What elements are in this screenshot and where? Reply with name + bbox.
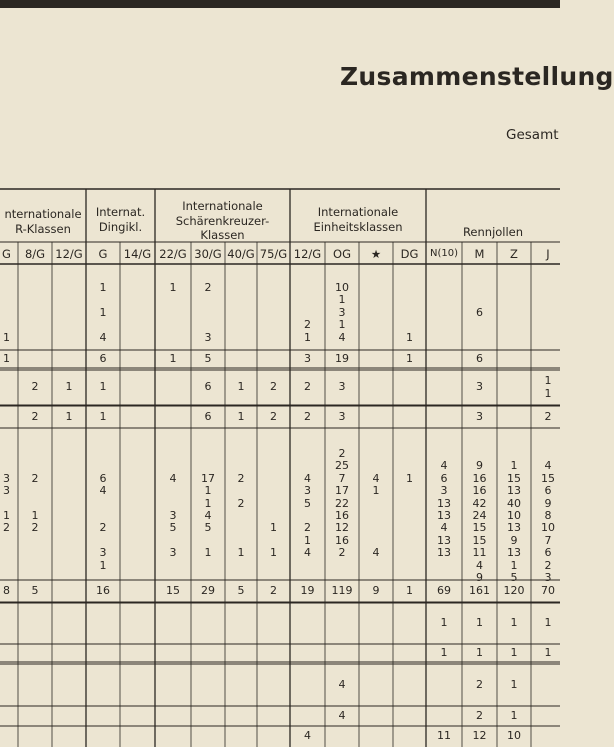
table-cell: 2 2 1 — [237, 471, 245, 560]
total-cell: 1 — [406, 583, 413, 597]
total-cell: 1 — [510, 708, 518, 722]
total-cell: 5 — [31, 583, 39, 597]
column-header: OG — [333, 247, 351, 261]
total-cell: 1 — [440, 645, 448, 659]
total-cell: 120 — [503, 583, 525, 597]
total-cell: 1 — [406, 351, 413, 365]
table-cell: 10 1 3 1 4 — [335, 281, 349, 344]
column-header: G — [98, 247, 108, 261]
total-cell: 1 — [65, 409, 73, 423]
column-header: 14/G — [123, 247, 152, 261]
table-cell: 4 3 5 2 1 4 — [304, 471, 311, 560]
table-cell: 1 — [476, 616, 483, 630]
total-cell: 70 — [541, 583, 555, 597]
total-cell: 9 — [372, 583, 380, 597]
table-cell: 4 1 4 — [372, 471, 380, 560]
table-cell: 4 — [304, 729, 311, 743]
table-cell: 2 3 — [204, 281, 212, 344]
total-cell: 161 — [469, 583, 490, 597]
total-cell: 3 — [338, 409, 346, 423]
total-cell: 1 — [476, 645, 483, 659]
total-cell: 19 — [335, 351, 349, 365]
total-cell: 1 — [169, 351, 177, 365]
column-header: M — [474, 247, 485, 261]
column-header: Z — [510, 247, 518, 261]
column-header: 12/G — [293, 247, 322, 261]
table-cell: 4 6 3 13 13 4 13 13 — [437, 459, 451, 560]
page-subtitle: Gesamt — [506, 127, 559, 143]
total-cell: 19 — [300, 583, 315, 597]
column-header: DG — [400, 247, 419, 261]
table-cell: 2 — [476, 677, 483, 691]
total-cell: 2 — [304, 409, 311, 423]
total-cell: 4 — [338, 708, 346, 722]
column-header: G — [2, 247, 11, 261]
total-cell: 3 — [476, 409, 483, 423]
table-cell: 1 1 — [544, 374, 552, 400]
table-cell: 1 — [3, 330, 10, 344]
table-cell: 3 — [338, 380, 346, 394]
table-cell: 1 — [544, 616, 552, 630]
table-cell: 1 — [65, 380, 73, 394]
table-cell: 1 — [510, 677, 518, 691]
table-cell: 1 — [510, 616, 518, 630]
table-cell: 6 — [204, 380, 212, 394]
table-cell: 17 1 1 4 5 1 — [201, 471, 215, 560]
table-cell: 1 — [169, 281, 177, 294]
table-cell: 2 1 — [304, 318, 311, 344]
table-cell: 6 — [476, 305, 483, 319]
total-cell: 69 — [437, 583, 451, 597]
column-header: N(10) — [429, 248, 458, 259]
total-cell: 1 — [99, 409, 107, 423]
column-header: 75/G — [259, 247, 288, 261]
page-title: Zusammenstellung — [340, 62, 614, 91]
table-cell: 1 — [440, 616, 448, 630]
column-header: 12/G — [55, 247, 83, 261]
total-cell: 1 — [237, 409, 245, 423]
table-cell: 4 — [338, 677, 346, 691]
total-cell: 1 — [3, 351, 10, 365]
total-cell: 5 — [204, 351, 212, 365]
total-cell: 2 — [270, 583, 277, 597]
table-cell: 2 25 7 17 22 16 12 16 2 — [335, 447, 349, 560]
total-cell: 1 — [544, 645, 552, 659]
group-header-einheit: Internationale Einheitsklassen — [313, 205, 403, 234]
table-cell: 1 — [99, 380, 107, 394]
total-cell: 3 — [304, 351, 311, 365]
total-cell: 2 — [31, 409, 39, 423]
total-cell: 2 — [270, 409, 277, 423]
table-cell: 1 — [237, 380, 245, 394]
table-cell: 1 1 — [270, 521, 277, 560]
table-cell: 12 — [472, 729, 487, 743]
total-cell: 6 — [476, 351, 483, 365]
table-cell: 9 16 16 42 24 15 15 11 4 9 — [472, 459, 487, 585]
total-cell: 16 — [96, 583, 110, 597]
total-cell: 6 — [204, 409, 212, 423]
total-cell: 119 — [331, 583, 353, 597]
table-cell: 2 — [31, 380, 39, 394]
table-cell: 1 15 13 40 10 13 9 13 1 5 — [507, 459, 521, 585]
column-header: 40/G — [227, 247, 255, 261]
total-cell: 2 — [544, 409, 552, 423]
table-cell: 4 3 5 3 — [169, 471, 177, 560]
column-header: 22/G — [159, 247, 187, 261]
table-cell: 2 — [304, 380, 311, 394]
group-header-dingi: Internat. Dingikl. — [95, 205, 146, 234]
table-cell: 2 — [270, 380, 277, 394]
table-cell: 1 — [406, 471, 413, 485]
column-header: ★ — [370, 247, 382, 261]
column-header: 8/G — [24, 247, 46, 261]
table-cell: 11 — [437, 729, 451, 743]
table-cell: 6 4 2 3 1 — [99, 471, 107, 572]
total-cell: 5 — [237, 583, 245, 597]
table-cell: 1 1 4 — [99, 281, 107, 344]
table-cell: 1 — [406, 330, 413, 344]
total-cell: 6 — [99, 351, 107, 365]
table-cell: 4 15 6 9 8 10 7 6 2 3 — [541, 459, 555, 585]
table-cell: 10 — [507, 729, 521, 743]
column-header: J — [546, 247, 550, 261]
total-cell: 1 — [510, 645, 518, 659]
total-cell: 29 — [201, 583, 215, 597]
table-cell: 3 — [476, 380, 483, 394]
group-header-schaeren: Internationale Schärenkreuzer- Klassen — [175, 199, 270, 242]
column-header: 30/G — [194, 247, 222, 261]
total-cell: 8 — [3, 583, 10, 597]
group-header-renn: Rennjollen — [462, 225, 524, 239]
table-cell: 2 1 2 — [31, 471, 39, 535]
table-cell: 3 3 1 2 — [3, 471, 10, 535]
total-cell: 2 — [476, 708, 483, 722]
total-cell: 15 — [166, 583, 180, 597]
group-header-r: nternationale R-Klassen — [4, 207, 82, 236]
